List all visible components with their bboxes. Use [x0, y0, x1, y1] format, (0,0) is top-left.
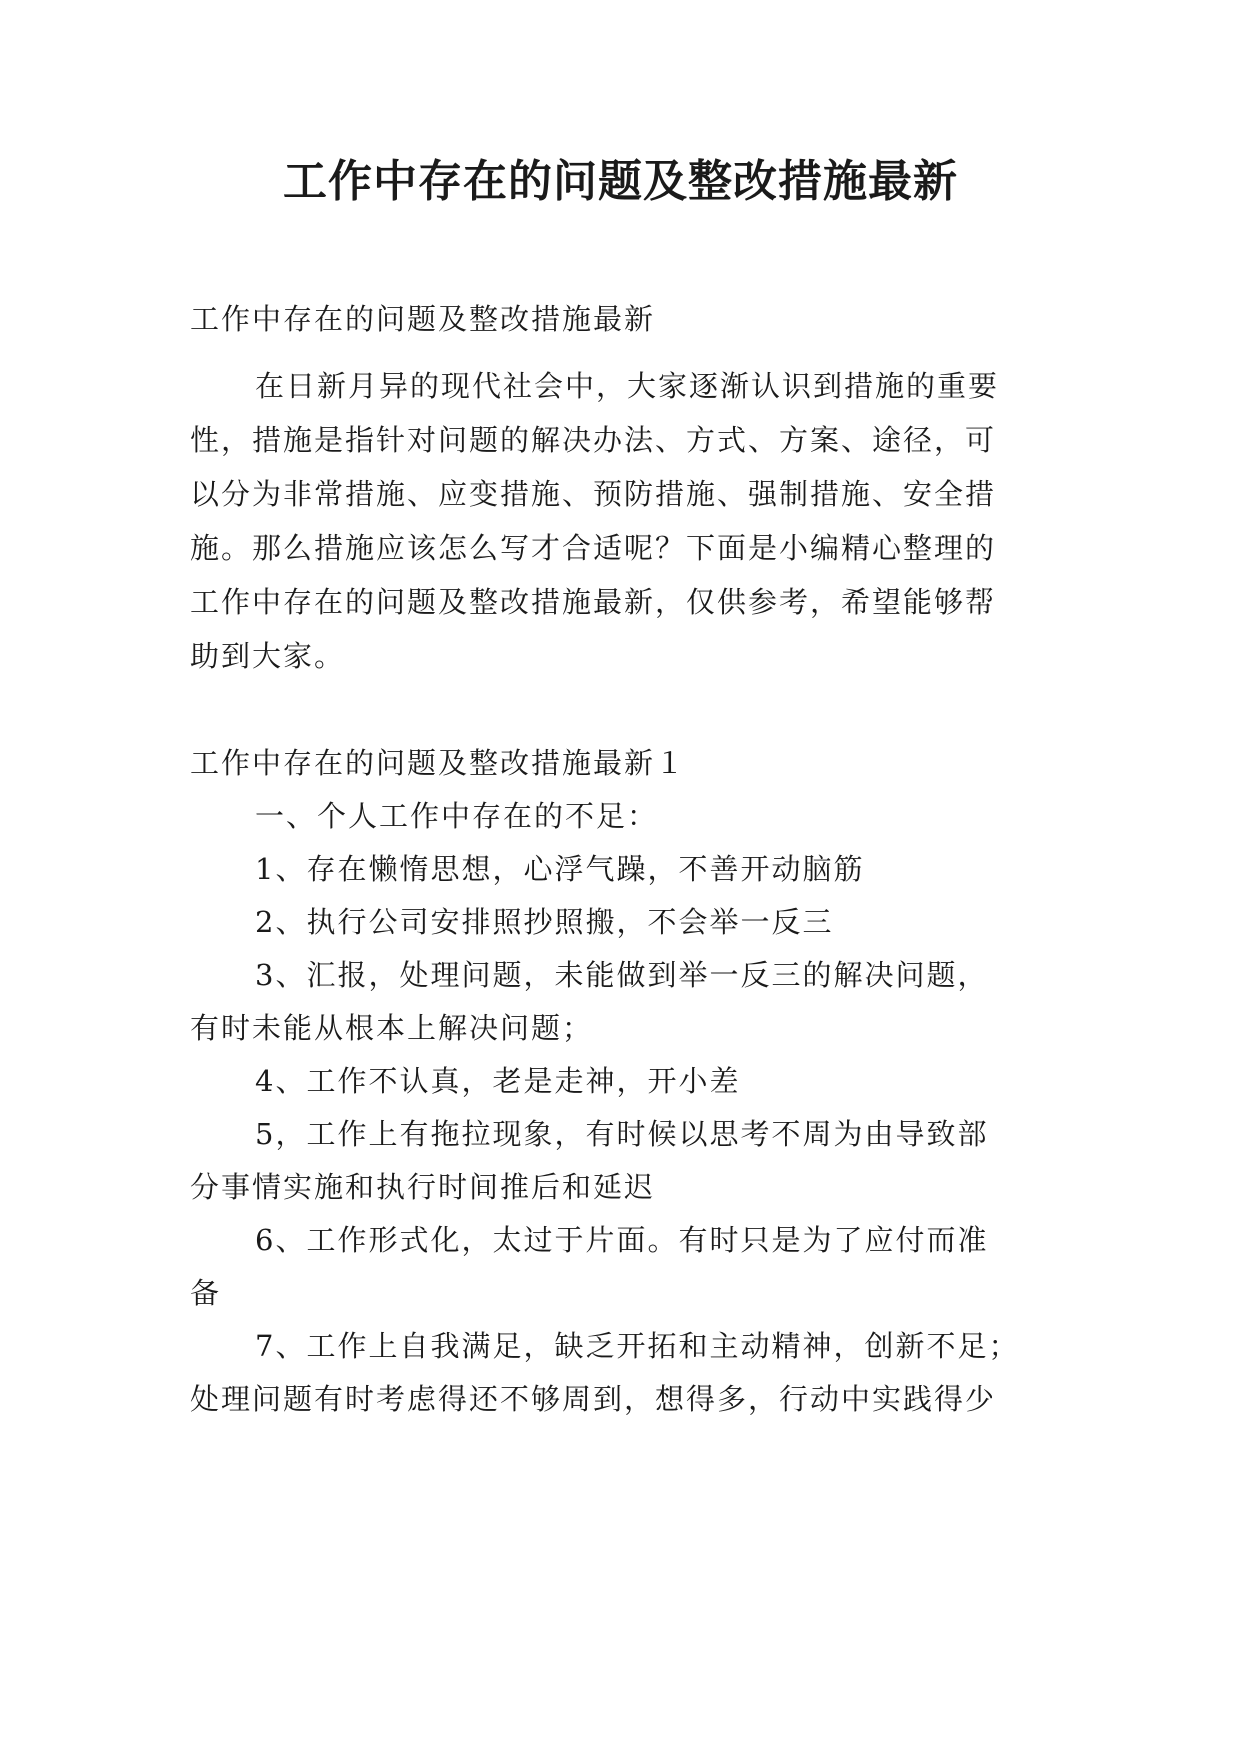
list-item-continuation: 处理问题有时考虑得还不够周到，想得多，行动中实践得少 — [190, 1382, 997, 1416]
list-item: 3、汇报，处理问题，未能做到举一反三的解决问题， — [255, 958, 989, 992]
list-item: 5，工作上有拖拉现象，有时候以思考不周为由导致部 — [255, 1117, 989, 1151]
intro-line: 在日新月异的现代社会中，大家逐渐认识到措施的重要 — [255, 369, 1000, 403]
list-item: 7、工作上自我满足，缺乏开拓和主动精神，创新不足； — [255, 1329, 1020, 1363]
list-item-continuation: 备 — [190, 1276, 222, 1310]
intro-line: 助到大家。 — [190, 639, 346, 673]
list-item: 2、执行公司安排照抄照搬，不会举一反三 — [255, 905, 834, 939]
list-item: 4、工作不认真，老是走神，开小差 — [255, 1064, 741, 1098]
list-item: 1、存在懒惰思想，心浮气躁，不善开动脑筋 — [255, 852, 865, 886]
section-heading: 工作中存在的问题及整改措施最新１ — [190, 746, 687, 780]
intro-line: 性，措施是指针对问题的解决办法、方式、方案、途径，可 — [190, 423, 997, 457]
list-item-continuation: 分事情实施和执行时间推后和延迟 — [190, 1170, 656, 1204]
document-subtitle: 工作中存在的问题及整改措施最新 — [190, 302, 656, 336]
intro-line: 工作中存在的问题及整改措施最新，仅供参考，希望能够帮 — [190, 585, 997, 619]
document-title: 工作中存在的问题及整改措施最新 — [283, 156, 958, 207]
list-item: 6、工作形式化，太过于片面。有时只是为了应付而准 — [255, 1223, 989, 1257]
section-intro: 一、个人工作中存在的不足： — [255, 799, 659, 833]
intro-line: 以分为非常措施、应变措施、预防措施、强制措施、安全措 — [190, 477, 997, 511]
list-item-continuation: 有时未能从根本上解决问题； — [190, 1011, 594, 1045]
intro-line: 施。那么措施应该怎么写才合适呢？下面是小编精心整理的 — [190, 531, 997, 565]
